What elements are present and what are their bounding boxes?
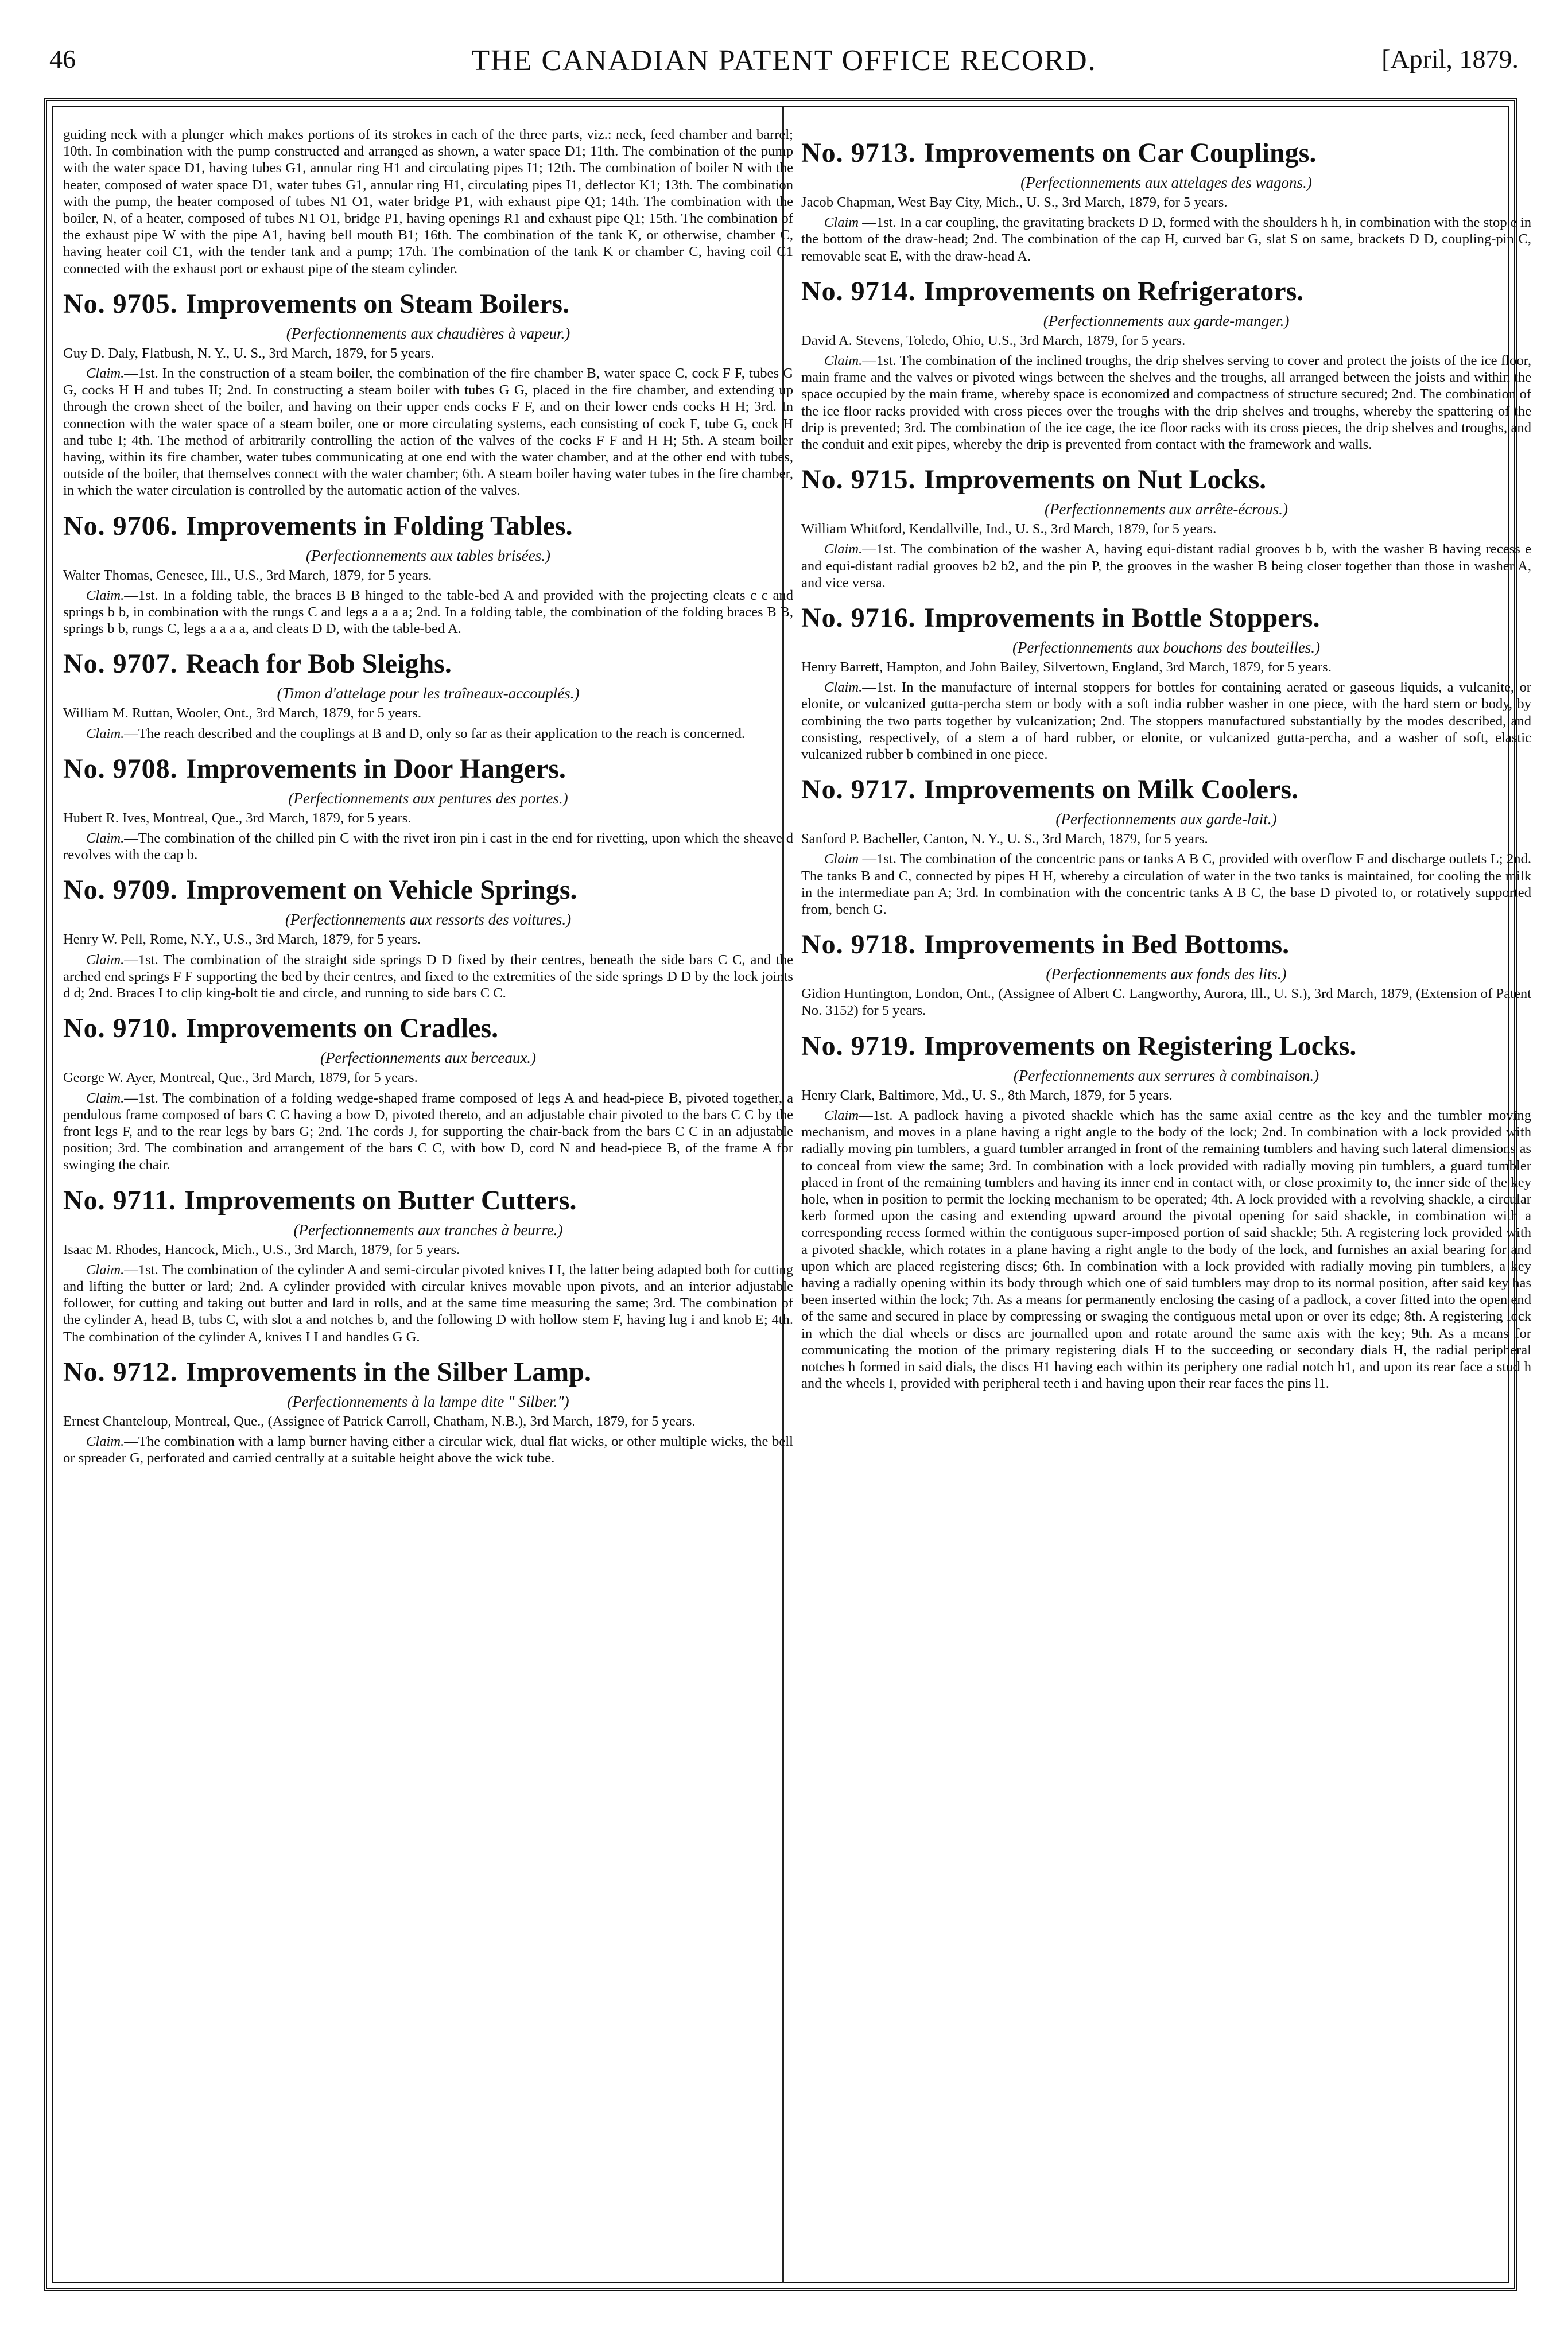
french-title: (Perfectionnements aux ressorts des voitures.) [285,911,572,929]
french-title: (Perfectionnements aux attelages des wagons.) [1020,174,1312,191]
patent-entry [801,928,1531,1019]
claim-text [801,541,1531,591]
claim-body: —1st. The combination of a folding wedge-shaped frame composed of legs A and head-piece B, pivoted together, a pendulous frame composed of bars C C having a bow D, pivoted thereto, and an adjustable chair pivoted to the bars C C by the front legs F, and to the rear legs by bars G; 2nd. The cords J, for supporting the chair-back from the bars C C in an adjustable position; 3rd. The combination and arrangement of the bars C C, with bow D, cord N and head-piece B, of the frame A for swinging the chair. [63,1090,793,1173]
claim-label: Claim [824,851,859,867]
patent-title: Improvements on Cradles. [185,1013,499,1044]
patent-title: Improvements on Car Couplings. [923,138,1317,168]
patent-title: Improvements in Folding Tables. [185,510,573,541]
patent-heading [63,1012,793,1045]
inventor-line: Jacob Chapman, West Bay City, Mich., U. S., 3rd March, 1879, for 5 years. [801,195,1228,210]
patent-title: Improvements on Butter Cutters. [184,1185,577,1216]
claim-body: —The combination with a lamp burner having either a circular wick, dual flat wicks, or other multiple wicks, the bell or spreader G, perforated and carried centrally at a suitable height above the wick tube. [63,1433,793,1466]
patent-number: No. 9714. [801,275,916,306]
claim-text [63,725,793,742]
patent-heading [63,752,793,786]
patent-number: No. 9712. [63,1356,178,1387]
patent-entry [63,1012,793,1173]
claim-label: Claim [824,215,859,231]
patent-title: Improvements in the Silber Lamp. [185,1356,591,1387]
claim-body: —The combination of the chilled pin C with the rivet iron pin i cast in the end for rivetting, upon which the sheave d revolves with the cap b. [63,830,793,863]
claim-label: Claim. [824,541,863,557]
patent-number: No. 9715. [801,464,916,495]
claim-body: —1st. The combination of the concentric pans or tanks A B C, provided with overflow F and discharge outlets L; 2nd. The tanks B and C, connected by pipes H H, whereby a circulation of water in the two tanks is maintained, for cooling the milk in the intermediate pan A; 3rd. In combination with the concentric tanks A B C, the base D pivoted to, or rotatively supported from, bench G. [801,851,1531,918]
patent-title: Improvement on Vehicle Springs. [185,875,577,906]
claim-text [63,952,793,1002]
claim-text [801,679,1531,763]
claim-label: Claim. [86,952,125,968]
claim-text [63,587,793,638]
patent-title: Reach for Bob Sleighs. [185,649,452,680]
patent-title: Improvements in Bottle Stoppers. [923,603,1320,634]
french-title: (Perfectionnements aux bouchons des bouteilles.) [1012,639,1321,657]
left-column [63,126,793,1474]
french-title: (Perfectionnements aux garde-manger.) [1043,312,1290,329]
inventor-line: William M. Ruttan, Wooler, Ont., 3rd March, 1879, for 5 years. [63,705,421,721]
inventor-line: William Whitford, Kendallville, Ind., U. S., 3rd March, 1879, for 5 years. [801,521,1217,537]
patent-entry [801,773,1531,918]
patent-heading [801,275,1531,308]
french-title: (Perfectionnements aux pentures des portes.) [288,789,568,807]
inventor-line: Henry Barrett, Hampton, and John Bailey, Silvertown, England, 3rd March, 1879, for 5 years. [801,659,1332,676]
claim-label: Claim. [86,725,125,742]
claim-text [801,352,1531,453]
claim-label: Claim. [86,830,125,847]
inventor-line: Ernest Chanteloup, Montreal, Que., (Assignee of Patrick Carroll, Chatham, N.B.), 3rd March, 1879, for 5 years. [63,1413,696,1429]
patent-number: No. 9706. [63,510,178,541]
patent-heading [63,510,793,543]
patent-entry [63,647,793,742]
claim-label: Claim [824,1107,859,1123]
claim-text [63,830,793,863]
french-title: (Perfectionnements aux chaudières à vapeur.) [286,324,570,342]
claim-label: Claim. [86,1433,125,1449]
french-title: (Perfectionnements aux arrête-écrous.) [1044,500,1288,518]
patent-entry [63,288,793,499]
patent-heading [801,1030,1531,1063]
french-title: (Perfectionnements aux berceaux.) [320,1049,537,1067]
patent-heading [63,288,793,321]
patent-number: No. 9719. [801,1030,916,1061]
patent-heading [801,463,1531,496]
claim-label: Claim. [824,680,863,696]
patent-title: Improvements in Door Hangers. [185,753,566,784]
patent-title: Improvements on Registering Locks. [923,1030,1357,1061]
left-entries [63,288,793,1467]
patent-heading [801,137,1531,170]
patent-title: Improvements on Steam Boilers. [185,288,570,319]
patent-entry [801,1030,1531,1392]
patent-entry [63,1184,793,1345]
patent-entry [801,601,1531,763]
patent-number: No. 9708. [63,753,178,784]
claim-text [63,1433,793,1466]
patent-entry [801,463,1531,591]
inventor-line: Sanford P. Bacheller, Canton, N. Y., U. S., 3rd March, 1879, for 5 years. [801,831,1208,847]
claim-body: —1st. The combination of the cylinder A and semi-circular pivoted knives I I, the latter being adapted both for cutting and lifting the butter or lard; 2nd. A cylinder provided with circular knives movable upon pivots, and an interior adjustable follower, for cutting and taking out butter and lard in rolls, and at the same time measuring the same; 3rd. The combination of the cylinder A, head B, tubs C, with slot a and notches b, and the following D with hollow stem F, having lug i and knob E; 4th. The combination of the cylinder A, knives I I and handles G G. [63,1261,793,1345]
patent-title: Improvements on Nut Locks. [923,464,1267,495]
patent-heading [63,1356,793,1389]
patent-number: No. 9707. [63,649,178,680]
patent-heading [801,773,1531,806]
inventor-line: Guy D. Daly, Flatbush, N. Y., U. S., 3rd March, 1879, for 5 years. [63,345,434,361]
claim-label: Claim. [824,353,863,369]
inventor-line: David A. Stevens, Toledo, Ohio, U.S., 3rd March, 1879, for 5 years. [801,332,1186,348]
patent-heading [801,928,1531,961]
claim-body: —1st. In the construction of a steam boiler, the combination of the fire chamber B, water space C, cock F F, tubes G G, cocks H H and tubes II; 2nd. In constructing a steam boiler with tubes G G, placed in the fire chamber, and extending up through the crown sheet of the boiler, and having on their upper ends cocks F F, and on their lower ends cocks H H; 3rd. In connection with the water space of a steam boiler, one or more circulating systems, each consisting of cock F, tube G, cock H and tube I; 4th. The method of arbitrarily controlling the action of the valves of the cocks F F and H H; 5th. A steam boiler having, within its fire chamber, water tubes communicating at one end with the water chamber, and at the other end with tubes, outside of the boiler, that themselves connect with the water chamber; 6th. A steam boiler having water tubes in the fire chamber, in which the water circulation is controlled by the automatic action of the valves. [63,366,793,499]
patent-title: Improvements on Refrigerators. [923,275,1304,306]
patent-number: No. 9711. [63,1185,177,1216]
patent-number: No. 9717. [801,774,916,805]
patent-entry [63,752,793,864]
patent-heading [63,874,793,907]
patent-title: Improvements in Bed Bottoms. [923,929,1290,960]
claim-body: —1st. In the manufacture of internal stoppers for bottles for containing aerated or gaseous liquids, a vulcanite, or elonite, or vulcanized gutta-percha stem or body with a soft india rubber washer in one piece, with the hard stem or body, by combining the two parts together by vulcanization; 2nd. The stoppers manufactured substantially by the modes described, and consisting, respectively, of a stem a of hard rubber, or elonite, or vulcanized gutta-percha, and a washer of soft, elastic vulcanized rubber b combined in one piece. [801,680,1531,763]
claim-text [801,214,1531,265]
inventor-line: Henry Clark, Baltimore, Md., U. S., 8th March, 1879, for 5 years. [801,1087,1173,1103]
patent-entry [801,275,1531,453]
patent-heading [63,647,793,681]
patent-number: No. 9709. [63,875,178,906]
claim-body: —1st. A padlock having a pivoted shackle which has the same axial centre as the key and the tumbler moving mechanism, and moves in a plane having a right angle to the body of the lock; 2nd. In combination with a lock provided with radially moving pin tumblers, a guard tumbler arranged in front of the remaining tumblers and having such lateral dimensions as to conceal from view the same; 3rd. In combination with a lock provided with radially moving pin tumblers, a guard tumbler placed in front of the remaining tumblers and having its inner end in contact with, or close proximity to, the inner side of the key hole, when in position to permit the locking mechanism to be operated; 4th. A lock provided with a revolving shackle, a circular kerb formed upon the casing and extending upward around the pivotal opening for said shackle, in combination with a corresponding recess formed within the contiguous super-imposed portion of said shackle; 5th. A registering lock provided with a pivoted shackle, which rotates in a plane having a right angle to the body of the lock, and furnishes an axial bearing for and upon which are placed registering discs; 6th. In combination with a lock provided with radially moving pin tumblers, a key having a radially opening within its body through which one of said tumblers may drop to its normal position, after said key has been inserted within the lock; 7th. As a means for permanently enclosing the casing of a padlock, a cover fitted into the open end of the same and secured in place by compressing or swaging the contiguous metal upon or over its edge; 8th. A registering lock in which the dial wheels or discs are journalled upon and rotate around the same axis with the key; 9th. As a means for communicating the motion of the primary registering dials H to the succeeding or secondary dials H, the radial peripheral notches h formed in said dials, the discs H1 having each within its periphery one radial notch h1, and upon its rear face a stud h and the wheels I, provided with peripheral teeth i and having upon their rear faces the pins l1. [801,1107,1531,1392]
french-title: (Perfectionnements aux serrures à combinaison.) [1013,1066,1319,1084]
claim-body: —1st. In a folding table, the braces B B hinged to the table-bed A and provided with the projecting cleats c c and springs b b, in combination with the rungs C and legs a a a a; 2nd. In a folding table, the combination of the folding braces B B, springs b b, rungs C, legs a a a a, and cleats D D, with the table-bed A. [63,587,793,637]
inventor-line: Isaac M. Rhodes, Hancock, Mich., U.S., 3rd March, 1879, for 5 years. [63,1241,460,1257]
claim-body: —1st. The combination of the straight side springs D D fixed by their centres, beneath the side bars C C, and the arched end springs F F supporting the bed by their centres, and fixed to the extremities of the side springs D D by the lock joints d d; 2nd. Braces I to clip king-bolt tie and circle, and running to side bars C C. [63,952,793,1002]
patent-number: No. 9710. [63,1013,178,1044]
claim-label: Claim. [86,587,125,603]
patent-heading [801,601,1531,635]
claim-label: Claim. [86,1090,125,1106]
patent-entry [63,874,793,1002]
french-title: (Perfectionnements aux fonds des lits.) [1046,965,1287,983]
french-title: (Perfectionnements aux tranches à beurre.) [293,1221,563,1239]
claim-body: —1st. In a car coupling, the gravitating brackets D D, formed with the shoulders h h, in combination with the stop e in the bottom of the draw-head; 2nd. The combination of the cap H, curved bar G, slat S on same, brackets D D, coupling-pin C, removable seat E, with the draw-head A. [801,215,1531,264]
inventor-line: Henry W. Pell, Rome, N.Y., U.S., 3rd March, 1879, for 5 years. [63,931,421,948]
french-title: (Perfectionnements aux tables brisées.) [306,546,550,564]
continued-claim-text: guiding neck with a plunger which makes portions of its strokes in each of the three parts, viz.: neck, feed chamber and barrel; 10th. In combination with the pump constructed and arranged as shown, a water space D1; 11th. The combination of the pump with the water space D1, having tubes G1, annular ring H1 and circulating pipes I1; 12th. The combination of boiler N with the heater, composed of water space D1, water tubes G1, annular ring H1, circulating pipes I1, deflector K1; 13th. The combination with the pump, the heater composed of tubes N1 O1, water bridge P1, with exhaust pipe Q1; 14th. The combination with the boiler, N, of a heater, composed of tubes N1 O1, bridge P1, having openings R1 and exhaust pipe Q1; 15th. The combination of the exhaust pipe W with the pipe A1, having bell mouth B1; 16th. The combination of the tank K, or otherwise, chamber C, having heater coil C1, with the tender tank and a pump; 17th. The combination of the tank K or chamber C, having coil C1 connected with the exhaust port or exhaust pipe of the steam cylinder. [63,127,793,277]
patent-number: No. 9718. [801,929,916,960]
claim-text [63,1090,793,1174]
inventor-line: Hubert R. Ives, Montreal, Que., 3rd March, 1879, for 5 years. [63,810,412,826]
french-title: (Perfectionnements à la lampe dite " Silber.") [287,1392,569,1410]
claim-body: —1st. The combination of the inclined troughs, the drip shelves serving to cover and protect the joists of the ice floor, main frame and the valves or pivoted wings between the shelves and the troughs, all arranged between the joists and within the space occupied by the main frame, whereby space is economized and compactness of structure secured; 2nd. The combination of the ice floor racks provided with cross pieces over the troughs with the drip shelves and troughs, whereby the spattering of the drip is prevented; 3rd. The combination of the ice cage, the ice floor racks with its cross pieces, the drip shelves and troughs, and the conduit and exit pipes, whereby the drip is prevented from contact with the framework and walls. [801,353,1531,453]
inventor-line: Walter Thomas, Genesee, Ill., U.S., 3rd March, 1879, for 5 years. [63,567,432,583]
patent-entry [801,137,1531,265]
patent-number: No. 9716. [801,603,916,634]
page-number: 46 [49,44,76,73]
patent-number: No. 9705. [63,288,178,319]
patent-heading [63,1184,793,1217]
right-column [801,126,1531,1400]
claim-text [63,1261,793,1345]
issue-date: [April, 1879. [1381,44,1519,73]
page-title: THE CANADIAN PATENT OFFICE RECORD. [471,44,1097,77]
claim-text [63,365,793,499]
patent-entry [63,1356,793,1467]
french-title: (Perfectionnements aux garde-lait.) [1055,810,1277,828]
patent-title: Improvements on Milk Coolers. [923,774,1299,805]
claim-label: Claim. [86,1261,125,1278]
claim-body: —1st. The combination of the washer A, having equi-distant radial grooves b b, with the washer B having recess e and equi-distant radial grooves b2 b2, and the pin P, the grooves in the washer B being closer together than those in washer A, and vice versa. [801,541,1531,591]
claim-text [801,1107,1531,1392]
claim-text [801,851,1531,918]
french-title: (Timon d'attelage pour les traîneaux-accouplés.) [277,685,580,702]
claim-body: —The reach described and the couplings at B and D, only so far as their application to the reach is concerned. [124,725,746,742]
inventor-line: George W. Ayer, Montreal, Que., 3rd March, 1879, for 5 years. [63,1070,418,1086]
running-header [49,44,1519,90]
patent-number: No. 9713. [801,138,916,168]
patent-entry [63,510,793,638]
right-entries [801,137,1531,1392]
inventor-line: Gidion Huntington, London, Ont., (Assignee of Albert C. Langworthy, Aurora, Ill., U. S.), 3rd March, 1879, (Extension of Patent No. 3152) for 5 years. [801,986,1531,1019]
claim-label: Claim. [86,366,125,382]
